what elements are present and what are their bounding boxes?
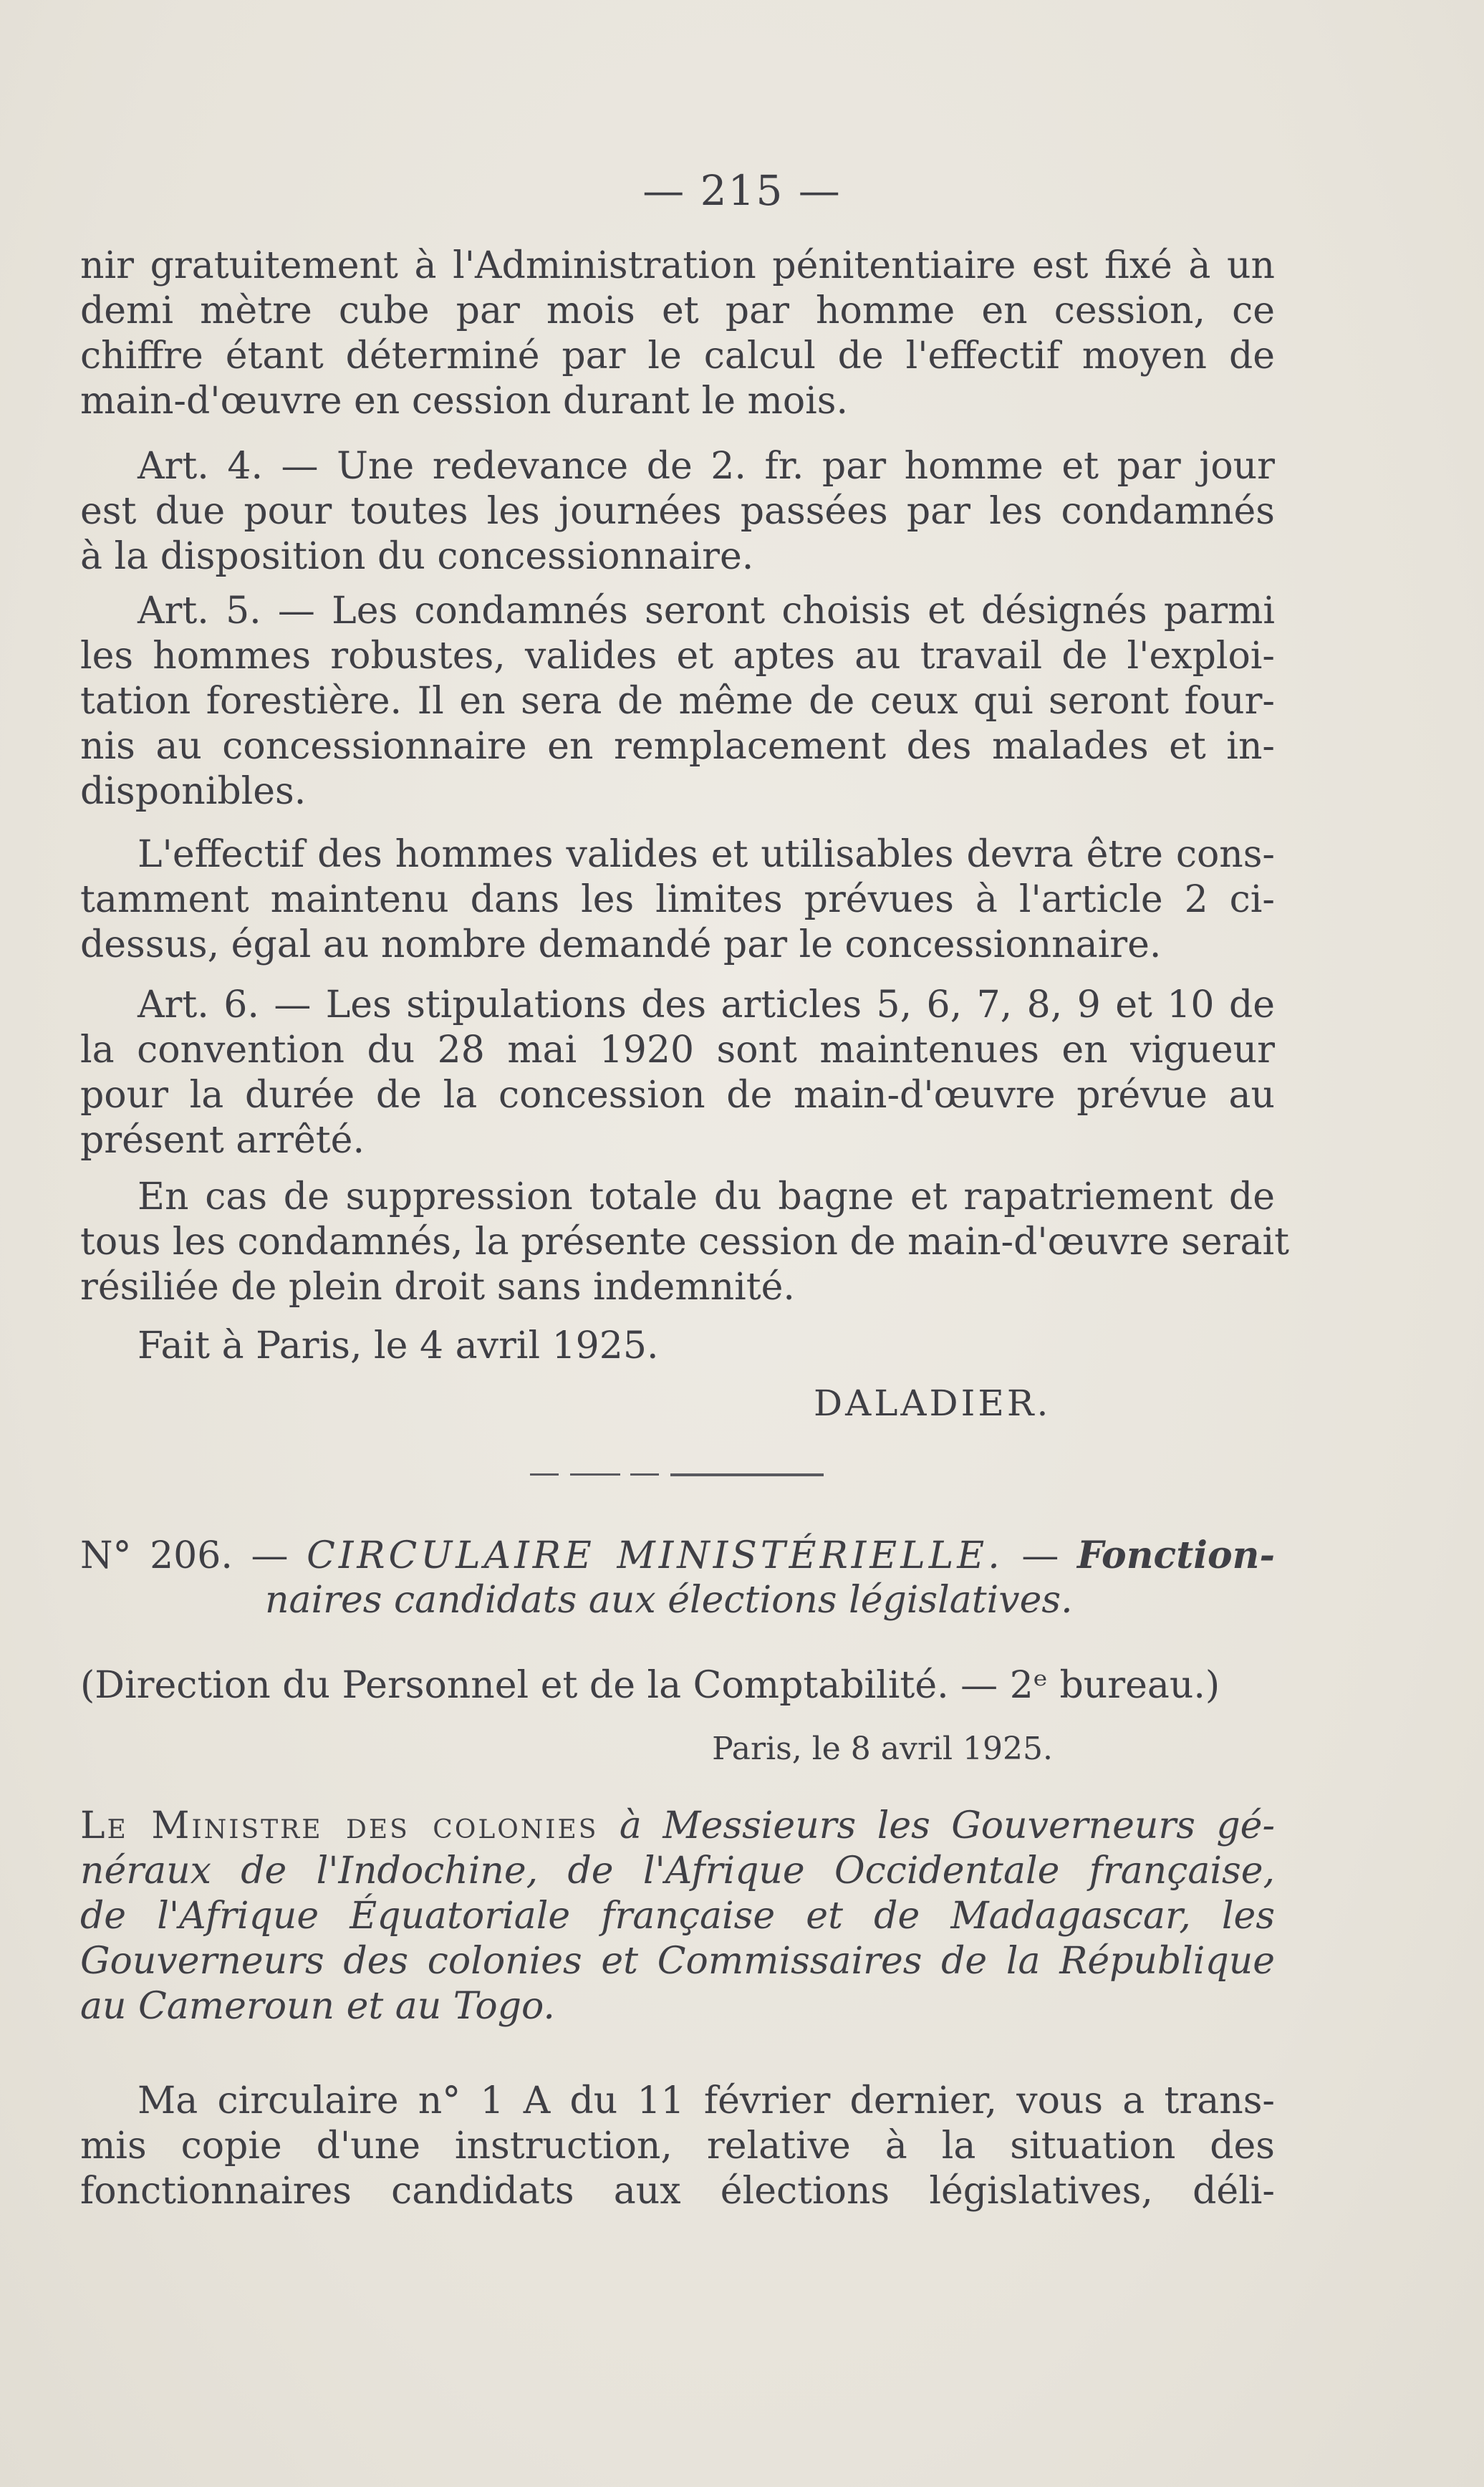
text-line: L'effectif des hommes valides et utilisables devra être cons- bbox=[138, 833, 1275, 876]
text-line: fonctionnaires candidats aux élections législatives, déli- bbox=[80, 2170, 1275, 2213]
text-line: mis copie d'une instruction, relative à la situation des bbox=[80, 2125, 1275, 2168]
text-line: tation forestière. Il en sera de même de ceux qui seront four- bbox=[80, 680, 1275, 723]
suppression-paragraph bbox=[80, 1175, 1289, 1310]
article-4-paragraph bbox=[80, 444, 1275, 579]
text-line: à la disposition du concessionnaire. bbox=[80, 535, 754, 578]
text-line: Ma circulaire n° 1 A du 11 février dernier, vous a trans- bbox=[138, 2079, 1275, 2122]
date-place-line bbox=[80, 1324, 1275, 1369]
circular-date bbox=[80, 1726, 1275, 1771]
address-line bbox=[80, 1804, 1275, 1849]
circular-title: CIRCULAIRE MINISTÉRIELLE. bbox=[307, 1534, 1003, 1577]
address-text: à Messieurs les Gouverneurs gé- bbox=[619, 1804, 1276, 1847]
effectif-paragraph bbox=[80, 832, 1275, 968]
text-line: disponibles. bbox=[80, 770, 307, 813]
text-line: les hommes robustes, valides et aptes au travail de l'exploi- bbox=[80, 635, 1275, 678]
article-5-paragraph bbox=[80, 589, 1275, 814]
direction-line bbox=[80, 1663, 1275, 1708]
text-line: tous les condamnés, la présente cession de main-d'œuvre serait bbox=[80, 1221, 1289, 1264]
address-line: au Cameroun et au Togo. bbox=[80, 1985, 555, 2028]
continuation-paragraph bbox=[80, 244, 1275, 424]
text-line: main-d'œuvre en cession durant le mois. bbox=[80, 380, 848, 423]
circular-subject: Fonction- bbox=[1076, 1534, 1276, 1577]
text-line: présent arrêté. bbox=[80, 1119, 365, 1162]
dash: — bbox=[251, 1534, 289, 1577]
text-line: pour la durée de la concession de main-d'œuvre prévue au bbox=[80, 1074, 1275, 1117]
text-line: nis au concessionnaire en remplacement des malades et in- bbox=[80, 725, 1275, 768]
sender: Le Ministre des colonies bbox=[80, 1804, 599, 1847]
address-line: néraux de l'Indochine, de l'Afrique Occidentale française, bbox=[80, 1849, 1275, 1892]
date-text: Paris, le 8 avril 1925. bbox=[712, 1731, 1053, 1767]
direction-text: (Direction du Personnel et de la Comptabilité. — 2ᵉ bureau.) bbox=[80, 1664, 1220, 1707]
section-divider bbox=[530, 1473, 824, 1476]
dash: — bbox=[1021, 1534, 1059, 1577]
text-line: Art. 4. — Une redevance de 2. fr. par homme et par jour bbox=[138, 445, 1275, 488]
circular-heading-line bbox=[80, 1533, 1275, 1578]
text-line: Fait à Paris, le 4 avril 1925. bbox=[138, 1324, 659, 1367]
text-line: chiffre étant déterminé par le calcul de l'effectif moyen de bbox=[80, 335, 1275, 377]
address-line: Gouverneurs des colonies et Commissaires de la République bbox=[80, 1940, 1275, 1983]
text-line: la convention du 28 mai 1920 sont maintenues en vigueur bbox=[80, 1029, 1275, 1072]
circular-subject-continued: naires candidats aux élections législatives. bbox=[265, 1579, 1073, 1622]
text-line: résiliée de plein droit sans indemnité. bbox=[80, 1266, 795, 1309]
text-line: Art. 6. — Les stipulations des articles 5, 6, 7, 8, 9 et 10 de bbox=[138, 983, 1275, 1026]
text-line: dessus, égal au nombre demandé par le concessionnaire. bbox=[80, 923, 1162, 966]
circular-body bbox=[80, 2079, 1275, 2214]
text-line: est due pour toutes les journées passées par les condamnés bbox=[80, 490, 1275, 533]
text-line: Art. 5. — Les condamnés seront choisis et désignés parmi bbox=[138, 590, 1275, 632]
page-number: — 215 — bbox=[642, 166, 842, 215]
text-line: tamment maintenu dans les limites prévues à l'article 2 ci- bbox=[80, 878, 1275, 921]
article-6-paragraph bbox=[80, 983, 1275, 1163]
circular-number: N° 206. bbox=[80, 1534, 233, 1577]
circular-heading bbox=[80, 1533, 1275, 1623]
signature: DALADIER. bbox=[814, 1382, 1051, 1424]
text-line: En cas de suppression totale du bagne et rapatriement de bbox=[138, 1175, 1275, 1218]
text-line: nir gratuitement à l'Administration pénitentiaire est fixé à un bbox=[80, 244, 1275, 287]
address-block bbox=[80, 1804, 1275, 2029]
address-line: de l'Afrique Équatoriale française et de Madagascar, les bbox=[80, 1895, 1275, 1938]
text-line: demi mètre cube par mois et par homme en cession, ce bbox=[80, 289, 1275, 332]
